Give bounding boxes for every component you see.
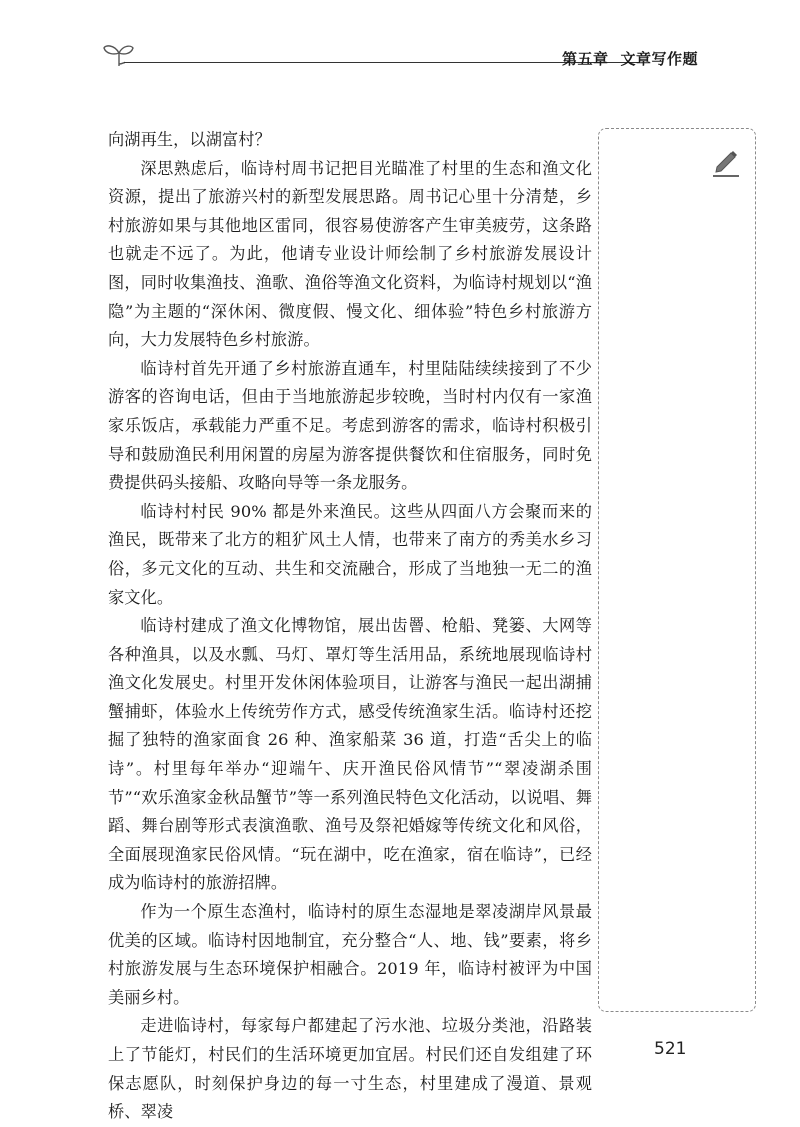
sprout-leaf-icon: [102, 40, 136, 70]
paragraph: 深思熟虑后，临诗村周书记把目光瞄准了村里的生态和渔文化资源，提出了旅游兴村的新型发展思路。周书记心里十分清楚，乡村旅游如果与其他地区雷同，很容易使游客产生审美疲劳，这条路也就走不远了。为此，他请专业设计师绘制了乡村旅游发展设计图，同时收集渔技、渔歌、渔俗等渔文化资料，为临诗村规划以“渔隐”为主题的“深休闲、微度假、慢文化、细体验”特色乡村旅游方向，大力发展特色乡村旅游。: [108, 158, 592, 350]
paragraph: 临诗村建成了渔文化博物馆，展出齿罾、枪船、凳篓、大网等各种渔具，以及水瓢、马灯、罩灯等生活用品，系统地展现临诗村渔文化发展史。村里开发休闲体验项目，让游客与渔民一起出湖捕蟹捕虾，体验水上传统劳作方式，感受传统渔家生活。临诗村还挖掘了独特的渔家面食 26 种、渔家船菜 36 道，打造“舌尖上的临诗”。村里每年举办“迎端午、庆开渔民俗风情节”“翠凌湖杀围节”“欢乐渔家金秋品蟹节”等一系列渔民特色文化活动，以说唱、舞蹈、舞台剧等形式表演渔歌、渔号及祭祀婚嫁等传统文化和风俗，全面展现渔家民俗风情。“玩在湖中，吃在渔家，宿在临诗”，已经成为临诗村的旅游招牌。: [108, 616, 592, 893]
running-header: [102, 40, 700, 80]
paragraph: 临诗村首先开通了乡村旅游直通车，村里陆陆续续接到了不少游客的咨询电话，但由于当地旅游起步较晚，当时村内仅有一家渔家乐饭店，承载能力严重不足。考虑到游客的需求，临诗村积极引导和鼓励渔民利用闲置的房屋为游客提供餐饮和住宿服务，同时免费提供码头接船、攻略向导等一条龙服务。: [108, 358, 592, 493]
paragraph: 临诗村村民 90% 都是外来渔民。这些从四面八方会聚而来的渔民，既带来了北方的粗犷风土人情，也带来了南方的秀美水乡习俗，多元文化的互动、共生和交流融合，形成了当地独一无二的渔家文化。: [108, 501, 592, 607]
notes-margin-box: [598, 128, 756, 1012]
pencil-icon: [709, 145, 743, 179]
body-text: [108, 126, 592, 1127]
chapter-heading: [552, 48, 698, 69]
paragraph: 走进临诗村，每家每户都建起了污水池、垃圾分类池，沿路装上了节能灯，村民们的生活环境更加宜居。村民们还自发组建了环保志愿队，时刻保护身边的每一寸生态，村里建成了漫道、景观桥、翠凌: [108, 1016, 592, 1122]
page-number: 521: [654, 1039, 687, 1059]
paragraph: 作为一个原生态渔村，临诗村的原生态湿地是翠凌湖岸风景最优美的区域。临诗村因地制宜，充分整合“人、地、钱”要素，将乡村旅游发展与生态环境保护相融合。2019 年，临诗村被评为中国美丽乡村。: [108, 902, 592, 1007]
chapter-title: 文章写作题: [620, 50, 698, 68]
paragraph: 向湖再生，以湖富村？: [108, 130, 271, 149]
chapter-number: 第五章: [561, 50, 609, 68]
